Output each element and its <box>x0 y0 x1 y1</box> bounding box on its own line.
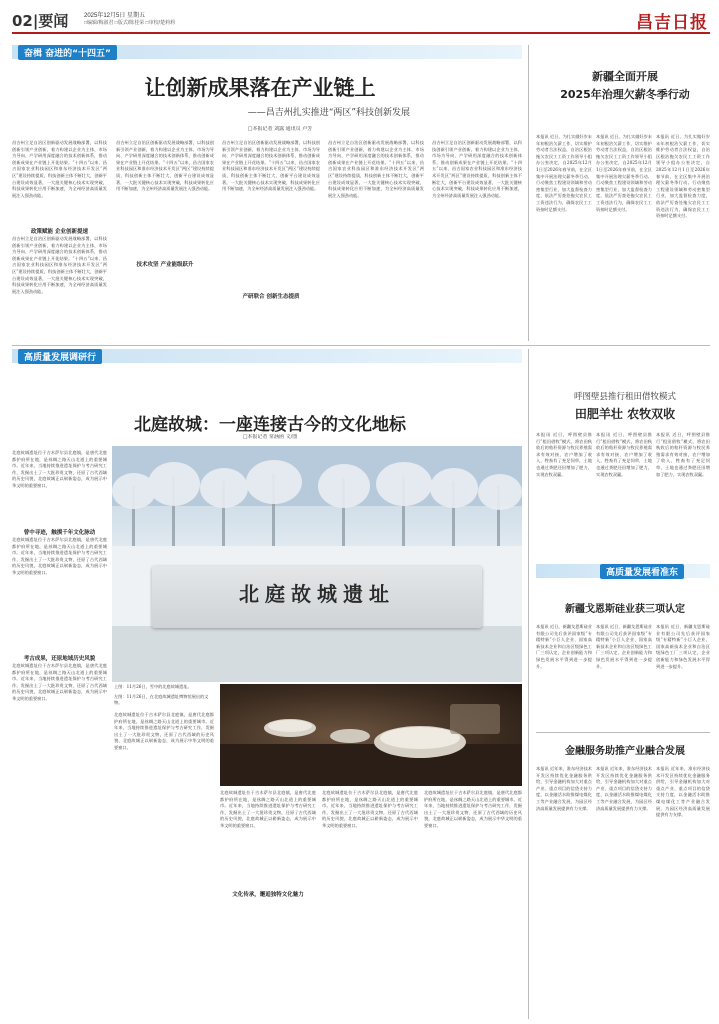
photo-caption-1: 上图：11月26日，雪中的北庭故城遗址。 <box>114 684 192 689</box>
section1-col4-text: 昌吉州立足自治区创新驱动发展战略部署，以科技创新引领产业创新，着力构建以企业为主体、市场为导向、产学研用深度融合的技术创新体系，推动创新成果在产业链上开花结果。“十四五”以来，昌吉国家农业科技园区和准东经济技术开发区“两区”建设持续提质，科技创新主体不断壮大，创新平台建设成效显著，一大批关键核心技术实现突破，科技成果转化应用不断加速，为全州经济高质量发展注入强劲动能。 <box>328 140 424 198</box>
section1-col1b-text: 昌吉州立足自治区创新驱动发展战略部署，以科技创新引领产业创新，着力构建以企业为主体、市场为导向、产学研用深度融合的技术创新体系，推动创新成果在产业链上开花结果。“十四五”以来，昌吉国家农业科技园区和准东经济技术开发区“两区”建设持续提质，科技创新主体不断壮大，创新平台建设成效显著，一大批关键核心技术实现突破，科技成果转化应用不断加速，为全州经济高质量发展注入强劲动能。 <box>12 236 107 294</box>
section1-col2 <box>116 140 214 340</box>
section3a-col1 <box>536 624 592 726</box>
section1-col3-text: 昌吉州立足自治区创新驱动发展战略部署，以科技创新引领产业创新，着力构建以企业为主体、市场为导向、产学研用深度融合的技术创新体系，推动创新成果在产业链上开花结果。“十四五”以来，昌吉国家农业科技园区和准东经济技术开发区“两区”建设持续提质，科技创新主体不断壮大，创新平台建设成效显著，一大批关键核心技术实现突破，科技成果转化应用不断加速，为全州经济高质量发展注入强劲动能。 <box>222 140 320 192</box>
section1-heading-2: 技术攻坚 产业能级跃升 <box>136 262 194 268</box>
page-number: 02|要闻 <box>12 12 69 30</box>
sidebar2-col1-text: 本报讯 近日，呼图壁县推行“租田借牧”模式，将农田秋收后的秸秆资源与牧民养殖需求有效对接，农户增加了收入，牲畜有了充足饲草，土地也通过粪肥还田增加了肥力，实现农牧双赢。 <box>536 432 592 477</box>
section3b-col2 <box>596 766 652 1016</box>
issue-date: 2025年12月5日 星期五 <box>84 13 146 19</box>
section2-col1c <box>12 663 107 1015</box>
section3b-col1 <box>536 766 592 1016</box>
sidebar1-col2 <box>596 134 652 340</box>
section1-col5-text: 昌吉州立足自治区创新驱动发展战略部署，以科技创新引领产业创新，着力构建以企业为主体、市场为导向、产学研用深度融合的技术创新体系，推动创新成果在产业链上开花结果。“十四五”以来，昌吉国家农业科技园区和准东经济技术开发区“两区”建设持续提质，科技创新主体不断壮大，创新平台建设成效显著，一大批关键核心技术实现突破，科技成果转化应用不断加速，为全州经济高质量发展注入强劲动能。 <box>432 140 522 198</box>
section1-badge: 奋楫 奋进的“十四五” <box>18 45 117 60</box>
section1-col3 <box>222 140 320 340</box>
north-court-city-photo <box>112 446 522 682</box>
divider-h1 <box>12 345 710 346</box>
section1-badge-wrap <box>18 45 117 59</box>
section3a-col3-text: 本报讯 近日，新疆戈恩斯硅业有限公司先后获评国家级“专精特新”小巨人企业、国家高新技术企业和自治区级绿色工厂三项认定，企业创新能力和绿色发展水平得到进一步提升。 <box>656 624 710 669</box>
divider-h2 <box>536 732 710 733</box>
section2-col4 <box>322 790 418 1015</box>
section2-badge: 高质量发展调研行 <box>18 349 102 364</box>
sidebar1-col2-text: 本报讯 近日，为扎实做好岁末年初根治欠薪工作，切实维护劳动者合法权益，自治区根治拖欠农民工工资工作领导小组办公室决定，自2025年12月1日至2026年春节前，在全区集中开展治理欠薪冬季行动。行动聚焦工程建设领域和劳动密集型行业，加大监督检查力度，依法严厉查处拖欠农民工工资违法行为，确保农民工工资按时足额支付。 <box>596 134 652 212</box>
sidebar2-title: 田肥羊壮 农牧双收 <box>574 407 676 421</box>
sidebar1-title-1: 新疆全面开展 <box>592 70 658 83</box>
sidebar1-col1 <box>536 134 592 340</box>
newspaper-logo: 昌吉日报 <box>636 13 708 33</box>
section2-heading-2: 考古成果，还原地域历史风貌 <box>23 656 96 662</box>
section3-title-2: 金融服务助推产业融合发展 <box>565 746 685 757</box>
section2-col5-text: 北庭故城遗址位于吉木萨尔县北庭镇，是唐代北庭都护府所在地，是丝绸之路天山北道上的重要城市。近年来，当地持续推进遗址保护与考古研究工作，发掘出土了一大批珍贵文物，还原了古代西域的历史风貌，北庭故城正以崭新姿态，成为展示中华文明的重要窗口。 <box>424 790 522 828</box>
section2-col3-text: 北庭故城遗址位于吉木萨尔县北庭镇，是唐代北庭都护府所在地，是丝绸之路天山北道上的重要城市。近年来，当地持续推进遗址保护与考古研究工作，发掘出土了一大批珍贵文物，还原了古代西域的历史风貌，北庭故城正以崭新姿态，成为展示中华文明的重要窗口。 <box>220 790 316 828</box>
section3a-col3 <box>656 624 710 726</box>
section2-col2 <box>114 712 214 1015</box>
section2-heading-1: 曾中寻迹，触摸千年文化脉动 <box>23 530 96 536</box>
sidebar2-col1 <box>536 432 592 570</box>
section1-col4 <box>328 140 424 340</box>
section1-subtitle: ——昌吉州扎实推进“两区”科技创新发展 <box>247 108 410 118</box>
section2-col1a <box>12 450 107 522</box>
section2-title: 北庭故城：一座连接古今的文化地标 <box>134 415 406 435</box>
section2-col1c-text: 北庭故城遗址位于吉木萨尔县北庭镇，是唐代北庭都护府所在地，是丝绸之路天山北道上的重要城市。近年来，当地持续推进遗址保护与考古研究工作，发掘出土了一大批珍贵文物，还原了古代西域的历史风貌，北庭故城正以崭新姿态，成为展示中华文明的重要窗口。 <box>12 663 107 701</box>
section2-col1b-text: 北庭故城遗址位于吉木萨尔县北庭镇，是唐代北庭都护府所在地，是丝绸之路天山北道上的重要城市。近年来，当地持续推进遗址保护与考古研究工作，发掘出土了一大批珍贵文物，还原了古代西域的历史风貌，北庭故城正以崭新姿态，成为展示中华文明的重要窗口。 <box>12 537 107 575</box>
section3a-col1-text: 本报讯 近日，新疆戈恩斯硅业有限公司先后获评国家级“专精特新”小巨人企业、国家高新技术企业和自治区级绿色工厂三项认定，企业创新能力和绿色发展水平得到进一步提升。 <box>536 624 592 669</box>
section3b-col2-text: 本报讯 近年来，准东经济技术开发区持续优化金融服务供给，引导金融机构加大对重点产业、重点项目的信贷支持力度，以金融活水助推煤电煤化工等产业融合发展，为园区经济高质量发展提供有力支撑。 <box>596 766 652 811</box>
artifact-bowls-illustration <box>220 684 522 786</box>
section2-badge-wrap <box>18 349 102 363</box>
section1-col5 <box>432 140 522 340</box>
section2-col2-text: 北庭故城遗址位于吉木萨尔县北庭镇，是唐代北庭都护府所在地，是丝绸之路天山北道上的重要城市。近年来，当地持续推进遗址保护与考古研究工作，发掘出土了一大批珍贵文物，还原了古代西域的历史风貌，北庭故城正以崭新姿态，成为展示中华文明的重要窗口。 <box>114 712 214 750</box>
sidebar1-title-2: 2025年治理欠薪冬季行动 <box>560 88 690 101</box>
section3b-col3 <box>656 766 710 1016</box>
section3a-col2-text: 本报讯 近日，新疆戈恩斯硅业有限公司先后获评国家级“专精特新”小巨人企业、国家高新技术企业和自治区级绿色工厂三项认定，企业创新能力和绿色发展水平得到进一步提升。 <box>596 624 652 669</box>
section3a-col2 <box>596 624 652 726</box>
sidebar2-col2 <box>596 432 652 570</box>
section3b-col3-text: 本报讯 近年来，准东经济技术开发区持续优化金融服务供给，引导金融机构加大对重点产业、重点项目的信贷支持力度，以金融活水助推煤电煤化工等产业融合发展，为园区经济高质量发展提供有力支撑。 <box>656 766 710 818</box>
section3-title-1: 新疆戈恩斯硅业获三项认定 <box>565 604 685 615</box>
sidebar1-col1-text: 本报讯 近日，为扎实做好岁末年初根治欠薪工作，切实维护劳动者合法权益，自治区根治拖欠农民工工资工作领导小组办公室决定，自2025年12月1日至2026年春节前，在全区集中开展治理欠薪冬季行动。行动聚焦工程建设领域和劳动密集型行业，加大监督检查力度，依法严厉查处拖欠农民工工资违法行为，确保农民工工资按时足额支付。 <box>536 134 592 212</box>
editor-info: □编辑/梅淑君 □版式/陈桂荣 □审校/楚莉莉 <box>84 20 176 26</box>
section1-col2-text: 昌吉州立足自治区创新驱动发展战略部署，以科技创新引领产业创新，着力构建以企业为主体、市场为导向、产学研用深度融合的技术创新体系，推动创新成果在产业链上开花结果。“十四五”以来，昌吉国家农业科技园区和准东经济技术开发区“两区”建设持续提质，科技创新主体不断壮大，创新平台建设成效显著，一大批关键核心技术实现突破，科技成果转化应用不断加速，为全州经济高质量发展注入强劲动能。 <box>116 140 214 192</box>
sidebar2-col3-text: 本报讯 近日，呼图壁县推行“租田借牧”模式，将农田秋收后的秸秆资源与牧民养殖需求有效对接，农户增加了收入，牲畜有了充足饲草，土地也通过粪肥还田增加了肥力，实现农牧双赢。 <box>656 432 710 477</box>
section2-heading-3: 文化传承，邂逅独特文化魅力 <box>232 892 304 898</box>
section1-heading-3: 产研联合 创新生态提质 <box>242 294 300 300</box>
monument-inscription: 北庭故城遗址 <box>239 582 395 606</box>
museum-artifacts-photo <box>220 684 522 786</box>
section2-col3 <box>220 790 316 1015</box>
sidebar2-col3 <box>656 432 710 570</box>
section3-badge: 高质量发展看准东 <box>600 564 684 579</box>
section1-col1b <box>12 236 107 340</box>
section1-title: 让创新成果落在产业链上 <box>144 75 376 100</box>
section1-col1-text: 昌吉州立足自治区创新驱动发展战略部署，以科技创新引领产业创新，着力构建以企业为主体、市场为导向、产学研用深度融合的技术创新体系，推动创新成果在产业链上开花结果。“十四五”以来，昌吉国家农业科技园区和准东经济技术开发区“两区”建设持续提质，科技创新主体不断壮大，创新平台建设成效显著，一大批关键核心技术实现突破，科技成果转化应用不断加速，为全州经济高质量发展注入强劲动能。 <box>12 140 107 198</box>
section2-col1b <box>12 537 107 649</box>
snow-trees-illustration <box>112 446 522 682</box>
section1-heading-1: 政策赋能 企业创新提速 <box>31 229 88 235</box>
section2-col5 <box>424 790 522 1015</box>
section3-badge-wrap <box>600 564 684 578</box>
sidebar1-col3-text: 本报讯 近日，为扎实做好岁末年初根治欠薪工作，切实维护劳动者合法权益，自治区根治拖欠农民工工资工作领导小组办公室决定，自2025年12月1日至2026年春节前，在全区集中开展治理欠薪冬季行动。行动聚焦工程建设领域和劳动密集型行业，加大监督检查力度，依法严厉查处拖欠农民工工资违法行为，确保农民工工资按时足额支付。 <box>656 134 710 219</box>
section1-byline: □本报记者 刘露 通讯员 卢芳 <box>247 126 313 132</box>
sidebar2-col2-text: 本报讯 近日，呼图壁县推行“租田借牧”模式，将农田秋收后的秸秆资源与牧民养殖需求有效对接，农户增加了收入，牲畜有了充足饲草，土地也通过粪肥还田增加了肥力，实现农牧双赢。 <box>596 432 652 477</box>
section2-col1a-text: 北庭故城遗址位于吉木萨尔县北庭镇，是唐代北庭都护府所在地，是丝绸之路天山北道上的重要城市。近年来，当地持续推进遗址保护与考古研究工作，发掘出土了一大批珍贵文物，还原了古代西域的历史风貌，北庭故城正以崭新姿态，成为展示中华文明的重要窗口。 <box>12 450 107 488</box>
divider-v1 <box>528 45 529 341</box>
section3b-col1-text: 本报讯 近年来，准东经济技术开发区持续优化金融服务供给，引导金融机构加大对重点产业、重点项目的信贷支持力度，以金融活水助推煤电煤化工等产业融合发展，为园区经济高质量发展提供有力支撑。 <box>536 766 592 811</box>
sidebar2-subtitle: 呼图壁县推行租田借牧模式 <box>573 392 676 402</box>
divider-v2 <box>528 349 529 1019</box>
photo-caption-2: 左图：11月26日，在北庭故城遗址博物馆展出的文物。 <box>114 694 209 705</box>
section2-byline: □本报记者 常涵函 文/图 <box>242 434 298 440</box>
sidebar1-col3 <box>656 134 710 340</box>
section2-col4-text: 北庭故城遗址位于吉木萨尔县北庭镇，是唐代北庭都护府所在地，是丝绸之路天山北道上的重要城市。近年来，当地持续推进遗址保护与考古研究工作，发掘出土了一大批珍贵文物，还原了古代西域的历史风貌，北庭故城正以崭新姿态，成为展示中华文明的重要窗口。 <box>322 790 418 828</box>
page-header <box>12 8 710 34</box>
